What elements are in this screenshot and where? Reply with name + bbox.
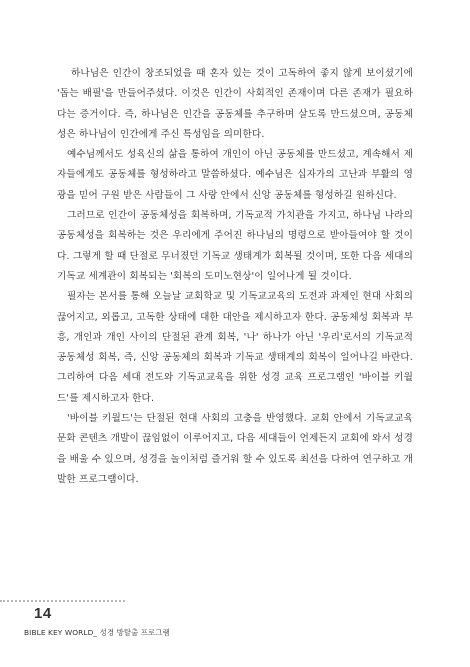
body-paragraph: 그러므로 인간이 공동체성을 회복하며, 기독교적 가치관을 가지고, 하나님 나라의 공동체성을 회복하는 것은 우리에게 주어진 하나님의 명령으로 받아들여야 할 것이다. 그렇게 할 때 단절로 무너졌던 기독교 생태계가 회복될 것이며, 또한 다음 세대의 기독교 세계관이 회복되는 '회복의 도미노현상'이 일어나게 될 것이다.	[57, 210, 413, 282]
footer-dotted-divider	[0, 600, 125, 604]
running-footer-title: BIBLE KEY WORLD_ 성경 방탈출 프로그램	[24, 628, 170, 637]
page-number: 14	[34, 605, 52, 622]
page-body	[57, 64, 413, 490]
body-paragraph: 예수님께서도 성육신의 삶을 통하여 개인이 아닌 공동체를 만드셨고, 계속해서 제자들에게도 공동체를 형성하라고 말씀하셨다. 예수님은 십자가의 고난과 부활의 영광을 믿어 구원 받은 사람들이 그 사랑 안에서 신앙 공동체를 형성하길 원하신다.	[57, 149, 413, 201]
body-paragraph: '바이블 키월드'는 단절된 현대 사회의 고충을 반영했다. 교회 안에서 기독교교육 문화 콘텐츠 개발이 끊임없이 이루어지고, 다음 세대들이 언제든지 교회에 와서 성경을 배울 수 있으며, 성경을 놀이처럼 즐거워 할 수 있도록 최선을 다하여 연구하고 개발한 프로그램이다.	[57, 413, 413, 485]
body-paragraph: 하나님은 인간이 창조되었을 때 혼자 있는 것이 고독하여 좋지 않게 보이셨기에 '돕는 배필'을 만들어주셨다. 이것은 인간이 사회적인 존재이며 다른 존재가 필요하다는 증거이다. 즉, 하나님은 인간을 공동체를 추구하며 살도록 만드셨으며, 공동체성은 하나님이 인간에게 주신 특성임을 의미한다.	[57, 68, 413, 140]
body-paragraph: 필자는 본서를 통해 오늘날 교회학교 및 기독교교육의 도전과 과제인 현대 사회의 끊어지고, 외롭고, 고독한 상태에 대한 대안을 제시하고자 한다. 공동체성 회복과 부흥, 개인과 개인 사이의 단절된 관계 회복, '나' 하나가 아닌 '우리'로서의 기독교적 공동체성 회복, 즉, 신앙 공동체의 회복과 기독교 생태계의 회복이 일어나길 바란다. 그리하여 다음 세대 전도와 기독교교육을 위한 성경 교육 프로그램인 '바이블 키월드'를 제시하고자 한다.	[57, 291, 413, 404]
